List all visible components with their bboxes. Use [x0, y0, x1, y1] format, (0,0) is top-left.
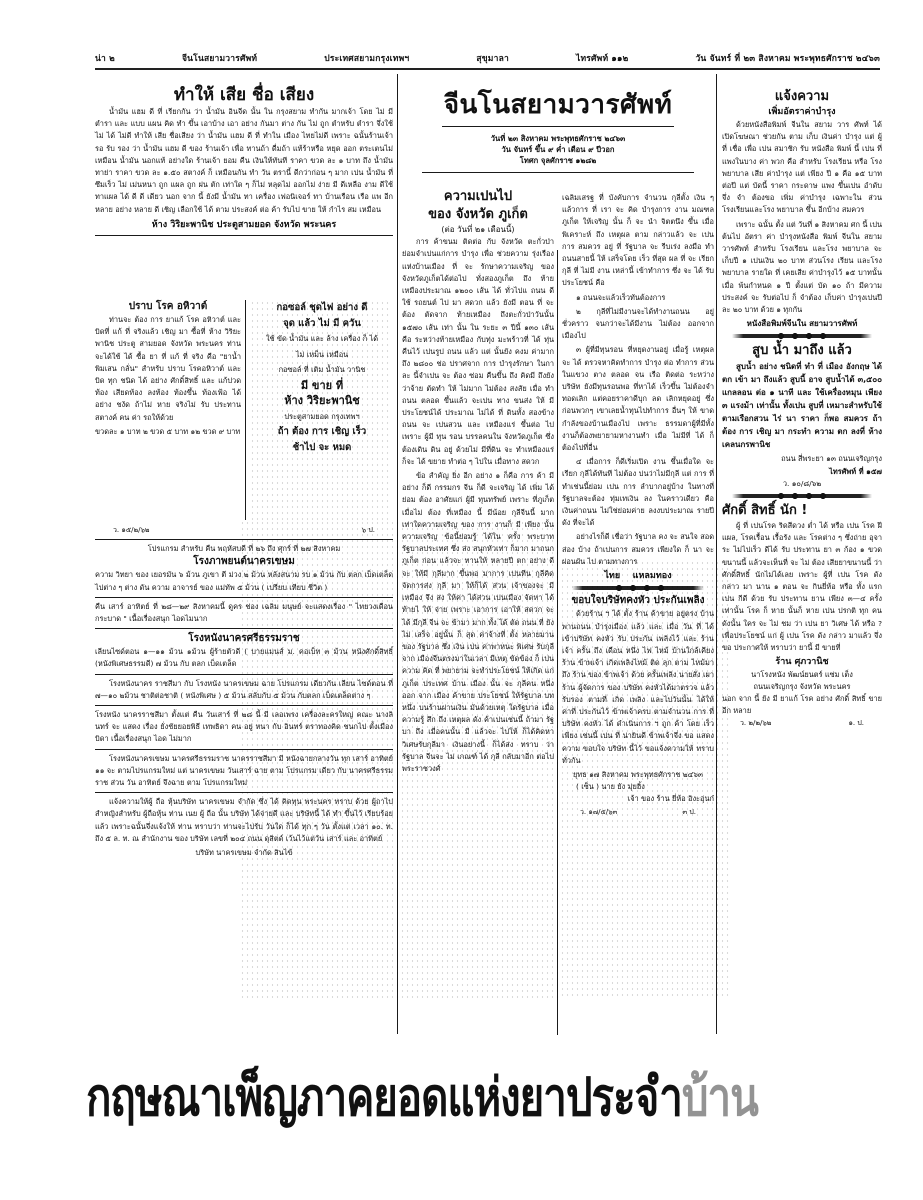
ad-line: ใช้ ขัด น้ำมัน และ ล้าง เครื่อง ก็ ได้	[265, 334, 379, 343]
article-signature: ห้าง วิริยะพานิช ประตูสามยอด จังหวัด พระนคร	[151, 219, 337, 230]
column-divider	[397, 74, 398, 1034]
banner-text-faded: บ้าน	[681, 1066, 758, 1128]
banner-text: กฤษณาเพ็ญภาคยอดแห่งยาประจำ	[86, 1066, 682, 1128]
section-rule	[95, 628, 393, 629]
right-column	[722, 88, 882, 730]
header-office: สุขุมาลา	[476, 54, 509, 64]
cinema-listing: ความ วิทยา ของ เยอรมัน ๖ ม้วน ภูเขา ตี ม่วง ๒ ม้วน หลังสนาม รบ ๑ ม้วน กับ ตลก เบ็ดเตล็ดไปต่าง ๆ ต่าง ดัน ความ อาจารย์ ของ แม่ทัพ ๕ ม้วน ( เปรียบ เทียบ ชีวิต )	[95, 570, 393, 592]
article-title: ของ จังหวัด ภูเก็ต	[428, 207, 528, 222]
ad-location: ถนนเจริญกรุง จังหวัด พระนคร	[753, 681, 851, 691]
cinema-listing: โรงหนัง นาครราชสีมา ตั้งแต่ คืน วันเสาร์ ที่ ๒๘ นี้ มี เลอเพรง เครื่องละครใหญ่ คณะ นางลินทร์ จะ แสดง เรื่อง ยั่งชัยยอยพิธี เทพธิดา คน อยู่ หนา กับ อินทร์ ตราทองคิด ชนกไป ตั้งเมือง บิดา เนื้อเรื่องสนุก ไอด ไม่มาก	[95, 710, 393, 744]
column-divider	[716, 74, 717, 1034]
dateline: โทศก จุลศักราช ๑๒๘๒	[519, 156, 597, 165]
notice-subtitle: เพิ่มอัตราค่าบำรุง	[768, 107, 836, 117]
section-rule	[95, 235, 393, 236]
ad-line: มี ขาย ที่	[300, 378, 344, 392]
notice-body: ด้วยร้าน ฯ ได้ ตั้ง ร้าน ค้าขาย อยู่ตรง บ้าน พานถนน บำรุงเมือง แล้ว และ เมื่อ วัน ที่ ได้ เข้าบริษัท คงหัว รับ ประกัน เพลิงไว้ และ ร้านเจ้า ครั้น ถึง เดือน หนึ่ง ไฟ ไหม้ บ้านใกล้เคียงร้าน ข้าพเจ้า เกิดเพลิงไหม้ ติด ลุก ตาม ไหม้มา ถึง ร้าน ของ ข้าพเจ้า ด้วย ครั้นเพลิง นายสั่ง เผา ร้าน ผู้จัดการ ของ บริษัท คงหัวได้มาตรวจ แล้วรับรอง ตามที่ เกิด เพลิง และไปวันนั้น ได้ให้ ค่าที่ ประกันไว้ ข้าพเจ้าครบ ตามจำนวน การ ที่ บริษัท คงหัว ได้ ดำเนินการ ฯ ถูก ค้า โดย เร็ว เพียง เช่นนี้ เปน ที่ น่ายินดี ข้าพเจ้าจึ่ง ขอ แสดงความ ขอบใจ บริษัท นี้ไว้ ขอแจ้งความให้ ทราบ ทั่วกัน	[562, 609, 714, 765]
ad-lamp	[251, 300, 393, 455]
page-header	[95, 50, 880, 66]
ad-footer-code: ว. ๑๐/๘/๖๒	[782, 478, 822, 488]
ad-price: ขวดละ ๑ บาท ๒ ขวด ๕ บาท ๑๒ ขวด ๙ บาท	[95, 426, 241, 436]
header-rule	[95, 68, 880, 70]
ad-line: กอซอล์ ชุดไฟ อย่าง ดี	[276, 302, 368, 313]
notice-date: ยุทธ ๑๗ สิงหาคม พระพุทธศักราช ๒๔๖๓	[573, 769, 703, 779]
left-lower	[95, 524, 393, 859]
section-rule	[95, 749, 393, 750]
newspaper-nameplate: จีนโนสยามวารศัพท์	[443, 90, 673, 120]
section-rule	[95, 674, 393, 675]
ad-title: สูบ น้ำ มาถึง แล้ว	[752, 343, 852, 359]
ad-footer-term: ๓ ป.	[682, 807, 696, 816]
notice-title: ขอบใจบริษัทคงหัว ประกันเพลิง	[571, 595, 705, 607]
ad-line: ถ้า ต้อง การ เชิญ เร็ว	[277, 426, 367, 437]
signer-name: นาย ยัง มุ่ยฮิ้ง	[601, 782, 645, 792]
nameplate-rule	[422, 172, 694, 173]
column-divider	[557, 250, 558, 1035]
article-body: อย่างไรก็ดี เชื่อว่า รัฐบาล คง จะ สนใจ สอดส่อง บ้าง ถ้าเปนการ สมควร เพียงใด ก็ นา จะ ผ่อนผัน ไป ตามทางการ	[562, 532, 714, 566]
article-title: ทำให้ เสีย ชื่อ เสียง	[173, 85, 315, 105]
ad-footer	[722, 717, 882, 729]
ad-line: ไม่ เหม็น เหมือน	[295, 349, 349, 359]
ad-body: สูบน้ำ อย่าง ชนิดที่ ทำ ที่ เมือง อังกฤษ ได้ตก เข้า มา ถึงแล้ว สูบนี้ อาจ สูบน้ำได้ ๓,๕๐๐ แกลลอน ต่อ ๑ นาที และ ใช้เครื่องหมุน เพียง ๓ แรงม้า เท่านั้น ทั้งเปน สูบที่ เหมาะสำหรับใช้ ตามเรือกสวน ไร่ นา ราคา ก็พอ สมควร ถ้า ต้อง การ เชิญ มา กระทำ ความ ตก ลงที่ ห้าง เคลนกรพานิช	[722, 362, 882, 450]
dateline: วันที่ ๒๓ สิงหาคม พระพุทธศักราช ๒๔๖๓	[490, 134, 626, 143]
article-author	[562, 570, 714, 582]
ad-line: จุด แล้ว ไม่ มี ควัน	[283, 317, 361, 329]
cinema-listing: เลียนไซด์ตอน ๑—๑๑ ม้วน ๑ม้วน ผู้ร้ายตัวดี ( บายแมนส์ ม. คอเบ็ท ๓ ม้วน หนังศักดิ์สิทธิ์ (หนังพิเศษธรรมดี) ๗ ม้วน กับ ตลก เบ็ดเตล็ด	[95, 647, 393, 669]
ad-location: นาโรงหนัง พัฒน์ยนตร์ แซ่ม เต็ง	[751, 669, 853, 679]
ad-title: ปราบ โรค อหิวาต์	[128, 301, 208, 312]
header-printed-at: ประเทศสยามกรุงเทพฯ	[324, 54, 410, 64]
ad-line: กอซอล์ ที่ เติม น้ำมัน วานิช	[278, 365, 366, 374]
ad-footer-term: ๖ ป.	[361, 526, 375, 534]
ad-footer-code: ว. ๑๕/๒/๖๒	[113, 526, 150, 534]
middle-right-column	[562, 192, 714, 818]
cinema-hall-title: โรงหนังนาครศรีธรรมราช	[188, 633, 300, 645]
ad-location: นอก จาก นี้ ยัง มี ยาแก้ โรค อย่าง ศักดิ์ สิทธิ์ ขาย อีก หลาย	[722, 693, 882, 716]
ad-cholera	[95, 300, 241, 440]
article-body: เฉลิมเสรฐ ที่ บังคับการ จำนวน กุลีตั้ง เงิน ๆ แล้วการ ที่ เรา จะ คิด บำรุงการ งาน มณฑลภูเก็ต ให้เจริญ นั้น ก็ จะ นำ จิตตนึง ขึ้น เมื่อพิเคราะห์ ถึง เหตุผล ตาม กล่าวแล้ว จะ เปน การ สมควร อยู่ ที่ รัฐบาล จะ รีบเร่ง ลงมือ ทำถนนสายนี้ ให้ เสร็จโดย เร็ว ที่สุด ผล ที่ จะ เรียก กุลี ที่ ไม่มี งาน เหล่านี้ เข้าทำการ ซึ่ง จะ ได้ รับประโยชน์ คือ	[562, 193, 714, 288]
section-rule	[95, 792, 393, 793]
cinema-intro: โปรแกรม สำหรับ คืน พฤหัสบดี ที่ ๒๖ ถึง ศุกร์ ที่ ๒๗ สิงหาคม	[147, 544, 341, 554]
column-divider	[245, 300, 246, 520]
header-date: วัน จันทร์ ที่ ๒๓ สิงหาคม พระพุทธศักราช ๒๔๖๓	[695, 54, 880, 64]
section-ornament	[732, 494, 872, 498]
notice-signature: บริษัท นาครเขษม จำกัด สินไข้	[195, 848, 293, 858]
notice-signer	[562, 781, 714, 793]
nameplate-rule	[442, 126, 674, 127]
article-point: ๔ เมื่อการ ก็ดีเริ่มเปิด งาน ขึ้นเมื่อใด จะเรียก กุลีได้ทันที ไม่ต้อง บ่นว่าไม่มีกุลี แต่ การ ที่ทำเช่นนี้ย่อม เปน การ ลำบากอยู่บ้าง ในทางที่รัฐบาลจะต้อง ทุ่มเทเงิน ลง ในคราวเดียว คือ เงินค่าถนน ไม่ใช่ย่อมค่าย ลงงบประมาณ รายปี ดัง ที่จะได้	[562, 457, 714, 528]
ad-body: ผู้ ที่ เปนโรค ริดสีดวง ต่ำ ได้ หรือ เปน โรค ฝี แผล, โรคเรื้อน เรื้อรัง และ โรคต่าง ๆ ซึ่งถ่าย อุจาระ ไม่ไปเร็ว ดีได้ รับ ประทาน ยา ๓ ก้อง ๑ ขวด ขนานนี้ แล้วจะเห็นที่ จะ ไม่ ต้อง เสียยาขนานนี้ ว่า ศักดิ์สิทธิ์ นักไม่ได้เลย เพราะ ผู้ที่ เปน โรค ดัง กล่าว มา นาน ๑ ตอน จะ กินยี่ห้อ หรือ ทั้ง แรก เปน กีดี ด้วย รับ ประทาน ยาน เพียง ๓—๔ ครั้งเท่านั้น โรค ก็ หาย นั้นก็ หาย เปน ปรกติ ทุก คน ดังนั้น ใคร จะ ไม่ ชม ว่า เปน ยา วิเศษ ได้ หรือ ? เพื่อประโยชน์ แก่ ผู้ เปน โรค ดัง กล่าว มาแล้ว จึ่ง ขอ ประกาศให้ ทราบว่า ยานี้ มี ขายที่	[722, 521, 882, 653]
dateline: วัน จันทร์ ขึ้น ๙ ค่ำ เดือน ๙ ปีวอก	[501, 145, 615, 154]
article-body: การ ค้าขนม ติดต่อ กับ จังหวัด ตะกั่วป่า ย่อมจำเปนแก่การ บำรุง เพื่อ ช่วยความ รุ่งเรือง แห่งบ้านเมือง ที่ จะ รักษาความเจริญ ของจังหวัดภูเก็ตได้ต่อไป ทั่งสองภูเก็ต ถึง ท้าย เหมืองประมาณ ๑๒๐๐ เส้น ได้ ทั่วไปแ ถนน ดี ใช้ รถยนต์ ไป มา สดวก แล้ว ยังมี ตอน ที่ จะ ต้อง ตัดจาก ท้ายเหมือง ถึงตะกั่วป่าวันนั้น ๑๕๗๐ เส้น เท่า นั้น ใน ระยะ ๓ ปีนี้ ๑๓๐ เส้น คือ ระหว่างท้ายเหมือง กับทุ่ง มะพร้าวที่ ได้ ทุ่นคืนไว้ เปนรูป ถนน แล้ว แต่ นั้นยัง คงม ค่ามาก ถึง ๒๘๐๐ ช่อ ปราศจาก การ บำรุงรักษา ในกาละ นี้จำเปน จะ ต้อง ซ่อม คืนขึ้น ถึง คิดมี ถึงยังว่าจ้าย ตัดทำ ให้ ไม่มาก ไม่ต้อง สงสัย เมื่อ ทำ ถนน ตลอด ขึ้นแล้ว จะเปน ทาง ขนส่ง ให้ มีประโยชน์ได้ ประมาณ ไม่ได้ ที่ ดินทั้ง สองข้างถนน จะ เปนสวน และ เหมืองแร่ ขึ้นต่อ ไป เพราะ ผู้มี ทุน รอน บรรลคนใน จังหวัดภูเก็ต ซึ่งต้องเดิน ดิน อยู่ ด้วยไม่ มีที่ดิน จะ ทำเหมืองแร่ ก็จะ ได้ ขยาย ทำต่อ ๆ ไปใน เมื่อทาง สดวก	[402, 237, 554, 466]
cinema-listing: โรงหนังนาคร ราชสีมา กับ โรงหนัง นาครเขษม ฉาย โปรแกรม เดียวกัน เลียน ไซด์ตอน ที่ ๗—๑๐ ๒ม้วน ชาติต่อชาติ ( หนังพิเศษ ) ๕ ม้วน สลับกับ ๕ ม้วน กับตลก เบ็ดเตล็ดต่าง ๆ	[95, 678, 393, 700]
notice-title: แจ้งความ	[774, 89, 830, 104]
ad-line: ห้าง วิริยะพานิช	[284, 394, 360, 407]
article-body: ข้อ สำคัญ ยิ่ง อีก อย่าง ๑ ก็คือ การ ค้า มีอย่าง ก็ดี กรรมกร จีน ก็ดี จะเจริญ ได้ เพิ่ม ได้ ย่อม ต้อง อาศัยแก่ ผู้มี ทุนทรัพย์ เพราะ ที่ภูเก็ต เมื่อไม่ ต้อง ที่เหมือง นี้ มีน้อย กุลีจีนนี้ มาก เท่าใดความเจริญ ของ การ งานก็ มี เพียง นั้น ความเจริญ ข้อนี้ย่อมรู้ ได้ใน ครั้ง พระบาท รัฐบาลประเทศ ซึ่ง ส่ง สนุกหัวเท่า ก็มาก มาถนก ภูเก็ต ก่อน แล้วจะ ทานให้ หลายปี ตก อย่าง ดี จะ ให้มี กุลีมาก ขึ้นพอ มาการ เปนทีน กุลีคิด จัดการส่ง กุลี มา ให้ก็ได้ ส่วน เจ้าของจะ มีเหมือง จึง ส่ง ให้ค่า ได้ส่วน เปนเมือง จัดหา ได้ท้ายไ ให้ จ่าย เพราะ เอาการ เอาให้ สดวก จะ ได้ มีกุลี จีน จะ ข้ามา มาก ทั้ง ได้ ตัด ถนน ที่ ยัง ไม่ เสร็จ อยู่นั้น ก็ สุด ค่าจ้างที่ ตั้ง หลายมาน ของ รัฐบาล ซึ่ง เงิน เปน ค่าพาหนะ พิเศษ รับกุลี จาก เมืองจีนตรงมาในเวลา มีเหตุ ขัดข้อง ก็ เปน ความ คิด ที่ พยายาม จะทำประโยชน์ ให้เกิด แก่ ภูเก็ต ประเทศ บ้าน เมือง นั้น จะ กุลีคน หนึ่ง ออก จาก เมือง ค้าขาย ประโยชน์ ให้รัฐบาล บทหนึ่ง บนร้านผ่านเงิน มันด้วยเหตุ ใดรัฐบาล เมื่อ ความรู้ สึก ถึง เหตุผล ดัง ค้าเปนเช่นนี้ ถ้ามา รัฐบา ถึง เมื่อคนนั้น มี แล้วจะ ไปให้ ก็ได้คิดหาวิเศษรับกุลีมา เงินอย่างนี้ ก็ได้ส่ง ทราบ ว่า รัฐบาล จีนจะ ไม่ เกณฑ์ ได้ กุลี กลับมาอีก ต่อไป พระราชวงศ์	[402, 471, 554, 773]
ad-line: ช้าไป จะ หมด	[292, 441, 352, 453]
section-ornament	[572, 586, 704, 590]
article-point: ๓ ผู้ที่มีทุนรอน ที่หยุดงานอยู่ เมื่อรู้ เหตุผล จะ ได้ ตรวจหาคิดทำการ บำรุง ต่อ ทำการ ส่วน ในแขวง ตาง ตลอด จน เรือ ติดต่อ ระหว่าง บริษัท ยังมีทุนรอนพอ ที่หาได้ เร็วขึ้น ไม่ต้องจำ ทอดเลิก แต่คอยราคาดีบุก ลด เลิกหยุดอยู่ ซึ่ง ก่อนพวกๆ เขาเลยน้ำทุนไปทำการ อื่นๆ ให้ ขาดกำลังของบ้านเมืองไป เพราะ ธรรมดาผู้ที่มีทั้ง งานก็ต้องพยายามหางานทำ เมื่อ ไม่มีที่ ได้ ก็ต้องไปที่อื่น	[562, 345, 714, 453]
section-ornament	[732, 334, 872, 338]
header-telephone: ไทรศัพท์ ๑๑๒	[576, 54, 629, 64]
signed-label: ( เซ็น )	[576, 782, 600, 792]
bottom-banner-headline	[86, 1060, 846, 1135]
cinema-listing: คืน เสาร์ อาทิตย์ ที่ ๒๘—๒๙ สิงหาคมนี้ ดูคร ช่อง เฉลิม มนุษย์ จะแสดงเรื่อง " ไทยวงเดือน กระบาด " เนื้อเรื่องสนุก ไอดไมนาก	[95, 601, 393, 624]
notice-body: ด้วยหนังสือพิมพ์ จีนใน สยาม วาร ศัพท์ ได้ เปิดโฆษณา ช่วยกัน ตาม เก็บ เงินค่า บำรุง แต่ ผู้ ที่ เชื่อ เพื่อ เปน สมาชิก รับ หนังสือ พิมพ์ นี้ เปน ที่ แพงในบาง ค่า พวก คือ สำหรับ โรงเรียน หรือ โรง พยาบาล เสีย ค่าบำรุง แต่ เพียง ปี ๑ คือ ๑๕ บาท ต่อปี แต่ บัดนี้ ราคา กระดาษ แพง ขึ้นเปน อำดับ จึ่ง จำ ต้องขอ เพิ่ม ค่าบำรุง เฉพาะใน ส่วนโรงเรียนและโรง พยาบาล ขึ้น อีกบ้าง สมควร	[722, 120, 882, 215]
cinema-hall-title: โรงภาพยนต์นาครเขษม	[193, 556, 295, 568]
notice-body: เพราะ ฉนั้น ตั้ง แต่ วันที่ ๑ สิงหาคม ศก นี้ เปนต้นไป อัตรา ค่า บำรุงหนังสือ พิมพ์ จีนใน สยาม วารศัพท์ สำหรับ โรงเรียน และโรง พยาบาล จะ เก็บปี ๑ เปนเงิน ๒๐ บาท ส่วนโรง เรียน และโรงพยาบาล รายใด ที่ เคยเสีย ค่าบำรุงไว้ ๑๕ บาทนั้น เมื่อ พ้นกำหนด ๑ ปี ตั้งแต่ บัด ๑๐ ถ้า มีความประสงค์ จะ รับต่อไป ก็ จำต้อง เก็บค่า บำรุงเปนปีละ ๒๐ บาท ด้วย ๑ ทุกกัน	[722, 219, 882, 315]
section-rule	[95, 705, 393, 706]
cinema-listing: โรงหนังนาครเขษม นาครศรีธรรมราช นาครราชสีมา มี หนังฉายกลางวัน ทุก เสาร์ อาทิตย์ ๑๑ จะ ตามไปรแกรมใหม่ แต่ นาครเขษม วันเสาร์ ฉาย ตาม โปรแกรม เดียว กับ นาครศรีธรรมราช ส่วน วัน อาทิตย์ จึงฉาย ตาม โปรแกรมใหม่	[95, 753, 393, 788]
ad-footer-code: ว. ๒/๒/๖๒	[740, 719, 772, 728]
notice-signature: หนังสือพิมพ์จีนใน สยามวารศัพท์	[746, 319, 858, 329]
ad-line: ประตูสามยอด กรุงเทพฯ	[284, 411, 360, 421]
ad-shop-name: ร้าน ศุภวานิช	[775, 657, 829, 668]
article-point: ๒ กุลีที่ไม่มีงานจะได้ทำงานถนน อยู่ ชั่วคราว จนกว่าจะได้มีงาน ไม่ต้อง ออกจากเมืองไป	[562, 306, 714, 341]
author-name: ไทย	[604, 571, 621, 582]
page-number: น่า ๒	[95, 54, 115, 64]
nameplate-block	[402, 88, 714, 173]
article-body: น้ำมัน แฮม ดี ที่ เรียกกัน ว่า น้ำมัน อินจีด นั้น ใน กรุงสยาม ทำกัน มากเจ้า โดย ไม่ มี ตำรา และ แบบ แผน คิด ทำ ขึ้น เอาบ้าง เอา อย่าง กันมา ต่าง กัน ไม่ ถูก ตำหรับ ตำรา จึ่งใช้ไม่ ได้ ไม่ดี ทำให้ เสีย ชื่อเสียง ว่า น้ำมัน แฮม ดี ที่ ทำใน เมือง ไทยไม่ดี เพราะ ฉนั้นร้านเจ้า รอ รับ รอง ว่า น้ำมัน แฮม ดี ของ ร้านเจ้า เพื่อ ทานถ้า ดื่มถ้า แท้ร้าหรือ หยุด ออก ตระเตนไม่ เหมือน น้ำมัน นอกแท้ อย่างใด ร้านเจ้า ยอม คืน เงินให้ทันที ราคา ขวด ละ ๑ บาท ถึง น้ำมันทาย่า ราคา ขวด ละ ๑.๕๐ สตางค์ ก็ เหมือนกัน ทำ วัน ตรานี้ ดีกว่าก่อน ๆ มาก เปน น้ำมัน ที่ ซึมเร็ว ไม่ เม่นหนา ถูก แผล ถูก ฝน ตัก เท่าใด ๆ ก็ไม่ หลุดไม่ ออกไม่ ง่าย มี ดีเหลือ งาม ดีใช้ ทาแผล ได้ ดี ดี เดียว นอก จาก นี้ ยังมี น้ำมัน ทา เครื่อง เฟอนิเจอร์ ทา บ้านเรือน เรือ แพ อีก หลาย อย่าง หลาย ดี เชิญ เลือกใช้ ได้ ตาม ประสงค์ ต่อ ค้า รับไป ขาย ให้ กำไร สม เหมือน	[95, 107, 393, 214]
article-title: ความเปนไป	[443, 189, 513, 204]
ad-address: ถนน สี่พระยา ๑๓ ถนนเจริญกรุง	[781, 454, 882, 464]
shop-owner: เจ้า ของ ร้าน ยี่ห้อ อิงะอุ่นก๋	[627, 794, 714, 804]
section-rule	[95, 597, 393, 598]
ad-phone: ไทรศัพท์ ที่ ๑๕๗	[829, 466, 882, 476]
ad-footer-term: ๑. ป.	[848, 719, 864, 728]
ad-body: ท่านจะ ต้อง การ ยาแก้ โรค อหิวาต์ และ บิดที่ แก้ ที่ จริงแล้ว เชิญ มา ซื้อที่ ห้าง วิริยะพานิช ประตู สามยอด จังหวัด พระนคร ท่าน จะได้ใช้ ได้ ซื้อ ยา ที่ แก้ ที่ จริง คือ "ยาน้ำ พิมเสน กลั่น" สำหรับ ปราบ โรคอหิวาต์ และ บิด ทุก ชนิด ได้ อย่าง ศักดิ์สิทธิ์ และ แก้ปวดท้อง เสียดท้อง ลงท้อง ท้องขึ้น ท้องเฟ้อ ได้ อย่าง ชงัด ถ้าไม่ หาย จริงไม่ รับ ประทาน สตางค์ คน ค่า รถให้ด้วย	[95, 315, 241, 422]
author-pen-name: แหลมทอง	[632, 571, 672, 582]
section-rule	[95, 539, 393, 540]
article-subtitle: (ต่อ วันที่ ๒๑ เดือนนี้)	[441, 225, 515, 234]
ad-footer-code: ว. ๑๗/๕/๖๓	[580, 807, 618, 816]
ad-footer	[562, 806, 714, 818]
header-paper-name: จีนโนสยามวารศัพท์	[181, 54, 258, 64]
article-point: ๑ ถนนจะแล้วเร็วทันต้องการ	[576, 292, 666, 302]
ad-title: ศักดิ์ สิทธิ์ นัก !	[722, 503, 808, 519]
middle-left-column	[402, 188, 554, 777]
notice-body: แจ้งความให้ผู้ ถือ หุ้นบริษัท นาครเขษม จำกัด ซึ่ง ได้ คิดทุน พระนคร ทราบ ด้วย ผู้ถาไป สำหญิงสำหรับ ผู้ถือหุ้น ท่าน เนย ผู้ ถือ นั้น บริษัท ได้จ่ายดี และ บริษัทนี้ ได้ ทำ ขึ้นไว้ เรียบร้อยแล้ว เพราะฉนั้นจึ่งแจ้งให้ ท่าน ทราบว่า ท่านจะไปรับ วันใด ก็ได้ ทุก ๆ วัน ตั้งแต่ เวลา ๑๐. ท. ถึง ๕ ล. ท. ณ สำนักงาน ของ บริษัท เลขที่ ๒๐๔ ถนน ดุสิตด์ เว้นไว้แต่วัน เสาร์ และ อาทิตย์	[95, 797, 393, 843]
ad-footer	[95, 524, 393, 536]
left-column	[95, 84, 393, 239]
